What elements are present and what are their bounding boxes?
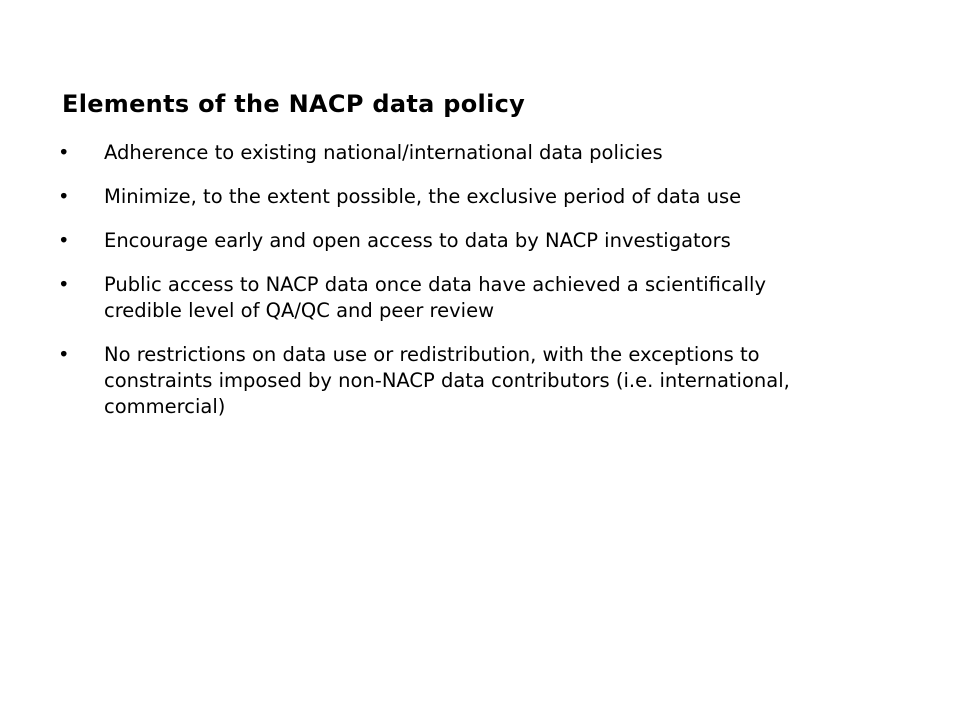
bullet-item-4 <box>58 272 848 324</box>
bullet-text: Adherence to existing national/international data policies <box>104 141 663 164</box>
bullet-text: No restrictions on data use or redistribution, with the exceptions to constraints imposed by non-NACP data contributors (i.e. international, commercial) <box>104 343 790 418</box>
bullet-item-2 <box>58 184 848 210</box>
bullet-icon: • <box>58 273 70 296</box>
bullet-text: Public access to NACP data once data have achieved a scientifically credible level of QA/QC and peer review <box>104 273 766 322</box>
bullet-text: Encourage early and open access to data by NACP investigators <box>104 229 731 252</box>
slide-title: Elements of the NACP data policy <box>62 90 526 118</box>
bullet-item-1 <box>58 140 848 166</box>
bullet-icon: • <box>58 229 70 252</box>
bullet-text: Minimize, to the extent possible, the exclusive period of data use <box>104 185 742 208</box>
bullet-item-5 <box>58 342 848 420</box>
bullet-list <box>58 140 848 438</box>
bullet-item-3 <box>58 228 848 254</box>
bullet-icon: • <box>58 343 70 366</box>
bullet-icon: • <box>58 141 70 164</box>
bullet-icon: • <box>58 185 70 208</box>
